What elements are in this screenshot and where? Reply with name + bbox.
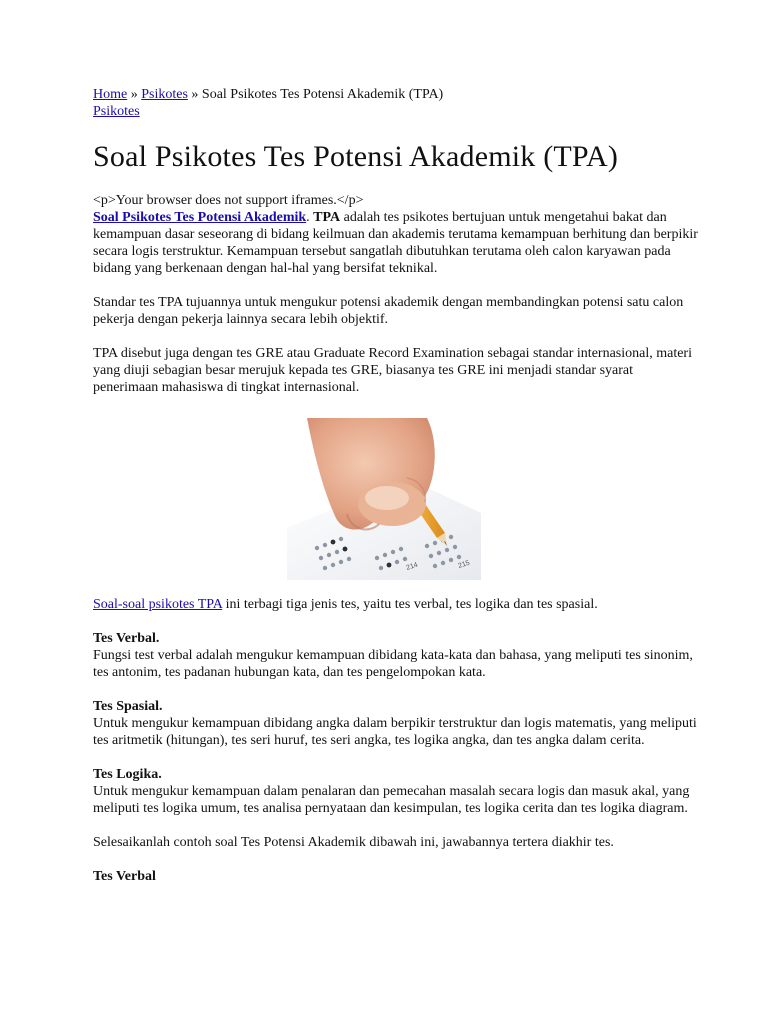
page-title: Soal Psikotes Tes Potensi Akademik (TPA): [93, 140, 619, 173]
category-link[interactable]: Psikotes: [93, 104, 140, 119]
paragraph-standar: Standar tes TPA tujuannya untuk mengukur potensi akademik dengan membandingkan potensi satu calon pekerja dengan pekerja lainnya secara lebih objektif.: [93, 295, 684, 327]
breadcrumb-separator: »: [127, 87, 142, 102]
types-link[interactable]: Soal-soal psikotes TPA: [93, 597, 223, 612]
sheet-number: 214: [405, 561, 419, 572]
section-title: Tes Spasial.: [93, 699, 163, 714]
section-tes-spasial: [93, 698, 698, 749]
intro-bold-term: TPA: [313, 210, 341, 225]
final-heading: Tes Verbal: [93, 869, 156, 884]
section-body: Untuk mengukur kemampuan dibidang angka dalam berpikir terstruktur dan logis matematis, yang meliputi tes aritmetik (hitungan), tes seri huruf, tes seri angka, tes logika angka, dan tes angka dalam cerita.: [93, 716, 697, 748]
types-text: ini terbagi tiga jenis tes, yaitu tes verbal, tes logika dan tes spasial.: [222, 597, 598, 612]
section-tes-logika: [93, 766, 698, 817]
section-tes-verbal: [93, 630, 698, 681]
breadcrumb-home-link[interactable]: Home: [93, 87, 128, 102]
intro-link[interactable]: Soal Psikotes Tes Potensi Akademik: [93, 210, 307, 225]
section-body: Fungsi test verbal adalah mengukur kemampuan dibidang kata-kata dan bahasa, yang meliputi tes sinonim, tes antonim, tes padanan hubungan kata, dan tes pengelompokan kata.: [93, 648, 693, 680]
intro-text: adalah tes psikotes bertujuan untuk mengetahui bakat dan kemampuan dasar seseorang di bidang keilmuan dan akademis terutama kemampuan berhitung dan berpikir secara logis terstruktur. Kemampuan tersebut sangatlah dibutuhkan terutama oleh calon karyawan pada bidang yang berkenaan dengan hal-hal yang bersifat teknikal.: [93, 210, 698, 276]
closing-paragraph: Selesaikanlah contoh soal Tes Potensi Akademik dibawah ini, jawabannya tertera diakhir tes.: [93, 835, 614, 850]
section-title: Tes Verbal.: [93, 631, 160, 646]
iframe-fallback-text: <p>Your browser does not support iframes.</p>: [93, 193, 364, 208]
breadcrumb-category-link[interactable]: Psikotes: [141, 87, 188, 102]
breadcrumb-current: Soal Psikotes Tes Potensi Akademik (TPA): [201, 87, 444, 102]
section-body: Untuk mengukur kemampuan dalam penalaran dan pemecahan masalah secara logis dan masuk akal, yang meliputi tes logika umum, tes analisa pernyataan dan kesimpulan, tes logika cerita dan tes logika diagram.: [93, 784, 690, 816]
intro-paragraph: [93, 209, 698, 277]
breadcrumb: [93, 86, 698, 103]
breadcrumb-separator: »: [187, 87, 202, 102]
section-title: Tes Logika.: [93, 767, 162, 782]
types-paragraph: [93, 596, 698, 613]
sheet-number: 215: [457, 559, 471, 570]
intro-after-link: .: [306, 210, 314, 225]
paragraph-gre: TPA disebut juga dengan tes GRE atau Graduate Record Examination sebagai standar internasional, materi yang diuji sebagian besar merujuk kepada tes GRE, biasanya tes GRE ini menjadi standar syarat penerimaan mahasiswa di tingkat internasional.: [93, 346, 692, 395]
hand-pencil-answer-sheet-photo-icon: [287, 418, 481, 580]
